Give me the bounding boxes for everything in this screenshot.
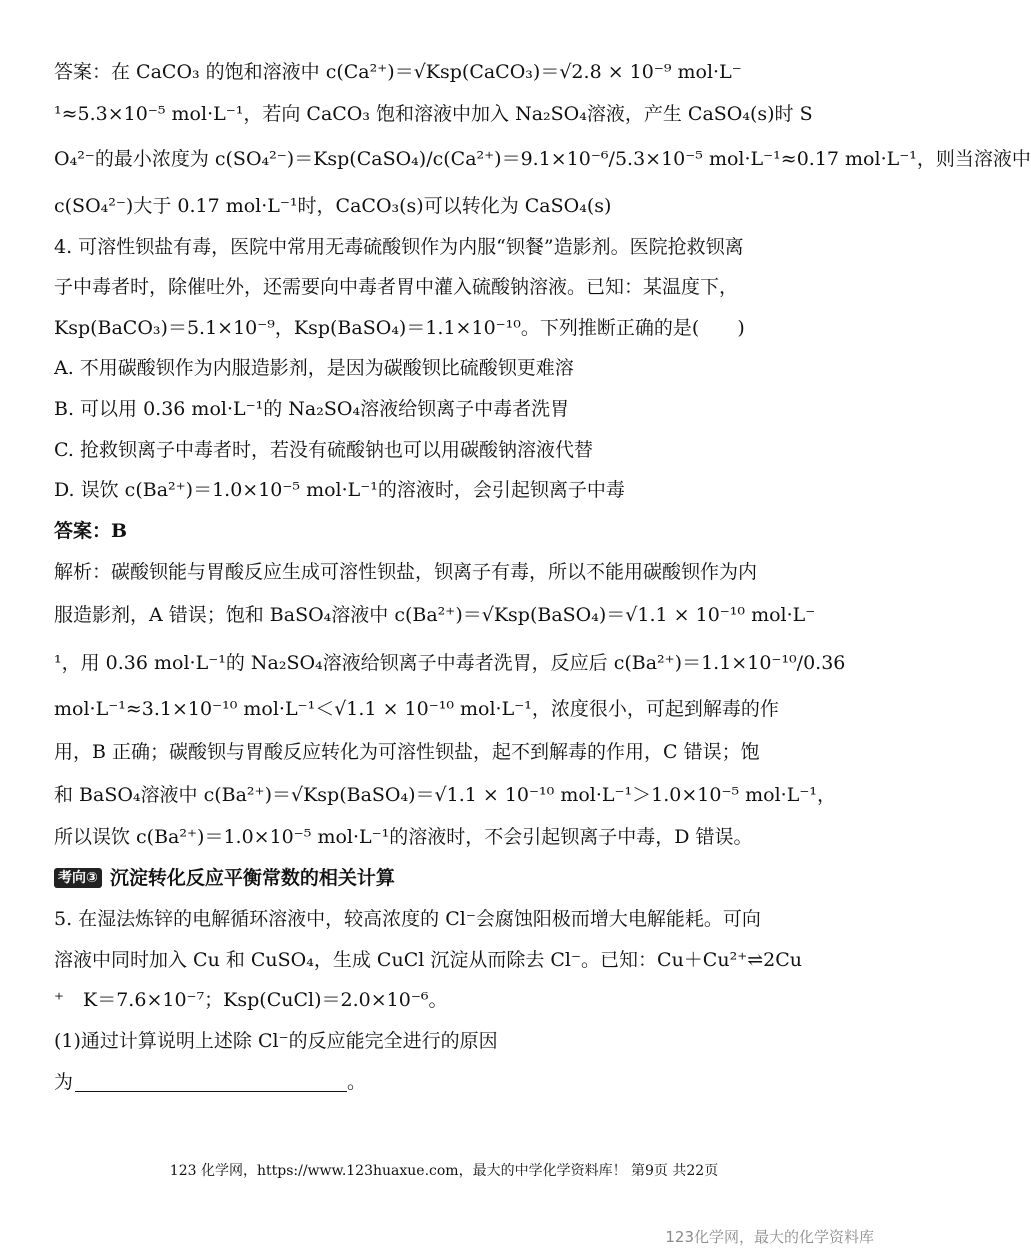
analysis-line: 解析：碳酸钡能与胃酸反应生成可溶性钡盐，钡离子有毒，所以不能用碳酸钡作为内	[54, 561, 758, 583]
text-line: ¹≈5.3×10⁻⁵ mol·L⁻¹，若向 CaCO₃ 饱和溶液中加入 Na₂SO₄溶液，产生 CaSO₄(s)时 S	[54, 103, 813, 125]
question-line: 子中毒者时，除催吐外，还需要向中毒者胃中灌入硫酸钠溶液。已知：某温度下，	[54, 276, 739, 298]
answer-line: 答案：B	[54, 520, 128, 542]
watermark: 123化学网，最大的化学资料库	[665, 1228, 874, 1246]
option-b: B. 可以用 0.36 mol·L⁻¹的 Na₂SO₄溶液给钡离子中毒者洗胃	[54, 398, 570, 420]
question-line: Ksp(BaCO₃)＝5.1×10⁻⁹，Ksp(BaSO₄)＝1.1×10⁻¹⁰。下列推断正确的是( )	[54, 317, 745, 339]
option-c: C. 抢救钡离子中毒者时，若没有硫酸钠也可以用碳酸钠溶液代替	[54, 439, 593, 461]
option-d: D. 误饮 c(Ba²⁺)＝1.0×10⁻⁵ mol·L⁻¹的溶液时，会引起钡离子中毒	[54, 479, 625, 501]
question-line: 4. 可溶性钡盐有毒，医院中常用无毒硫酸钡作为内服“钡餐”造影剂。医院抢救钡离	[54, 236, 744, 258]
analysis-line: 用，B 正确；碳酸钡与胃酸反应转化为可溶性钡盐，起不到解毒的作用，C 错误；饱	[54, 741, 760, 763]
question-line: ⁺ K＝7.6×10⁻⁷；Ksp(CuCl)＝2.0×10⁻⁶。	[54, 989, 448, 1011]
question-line: (1)通过计算说明上述除 Cl⁻的反应能完全进行的原因	[54, 1030, 498, 1052]
section-title: 沉淀转化反应平衡常数的相关计算	[109, 867, 395, 889]
answer-line: 答案：在 CaCO₃ 的饱和溶液中 c(Ca²⁺)＝√Ksp(CaCO₃)＝√2.8 × 10⁻⁹ mol·L⁻	[54, 61, 742, 83]
page-footer: 123 化学网，https://www.123huaxue.com，最大的中学化学资料库！ 第9页 共22页	[169, 1163, 719, 1179]
option-a: A. 不用碳酸钡作为内服造影剂，是因为碳酸钡比硫酸钡更难溶	[54, 357, 574, 379]
line-end: 。	[347, 1071, 367, 1093]
analysis-line: 和 BaSO₄溶液中 c(Ba²⁺)＝√Ksp(BaSO₄)＝√1.1 × 10⁻¹⁰ mol·L⁻¹＞1.0×10⁻⁵ mol·L⁻¹，	[54, 784, 836, 806]
analysis-line: 服造影剂，A 错误；饱和 BaSO₄溶液中 c(Ba²⁺)＝√Ksp(BaSO₄)＝√1.1 × 10⁻¹⁰ mol·L⁻	[54, 604, 816, 626]
text-line: O₄²⁻的最小浓度为 c(SO₄²⁻)＝Ksp(CaSO₄)/c(Ca²⁺)＝9.1×10⁻⁶/5.3×10⁻⁵ mol·L⁻¹≈0.17 mol·L⁻¹，则当溶液中	[54, 148, 1031, 170]
question-line: 溶液中同时加入 Cu 和 CuSO₄，生成 CuCl 沉淀从而除去 Cl⁻。已知：Cu＋Cu²⁺⇌2Cu	[54, 949, 803, 971]
answer-blank-line	[54, 1068, 840, 1096]
analysis-line: ¹，用 0.36 mol·L⁻¹的 Na₂SO₄溶液给钡离子中毒者洗胃，反应后 c(Ba²⁺)＝1.1×10⁻¹⁰/0.36	[54, 652, 846, 674]
analysis-line: 所以误饮 c(Ba²⁺)＝1.0×10⁻⁵ mol·L⁻¹的溶液时，不会引起钡离子中毒，D 错误。	[54, 826, 753, 848]
blank-prefix: 为	[54, 1071, 74, 1093]
section-heading	[54, 864, 840, 892]
analysis-line: mol·L⁻¹≈3.1×10⁻¹⁰ mol·L⁻¹＜√1.1 × 10⁻¹⁰ mol·L⁻¹，浓度很小，可起到解毒的作	[54, 698, 779, 720]
answer-blank	[75, 1071, 347, 1092]
text-line: c(SO₄²⁻)大于 0.17 mol·L⁻¹时，CaCO₃(s)可以转化为 CaSO₄(s)	[54, 195, 612, 217]
section-tag: 考向③	[54, 868, 102, 888]
question-line: 5. 在湿法炼锌的电解循环溶液中，较高浓度的 Cl⁻会腐蚀阳极而增大电解能耗。可向	[54, 908, 761, 930]
